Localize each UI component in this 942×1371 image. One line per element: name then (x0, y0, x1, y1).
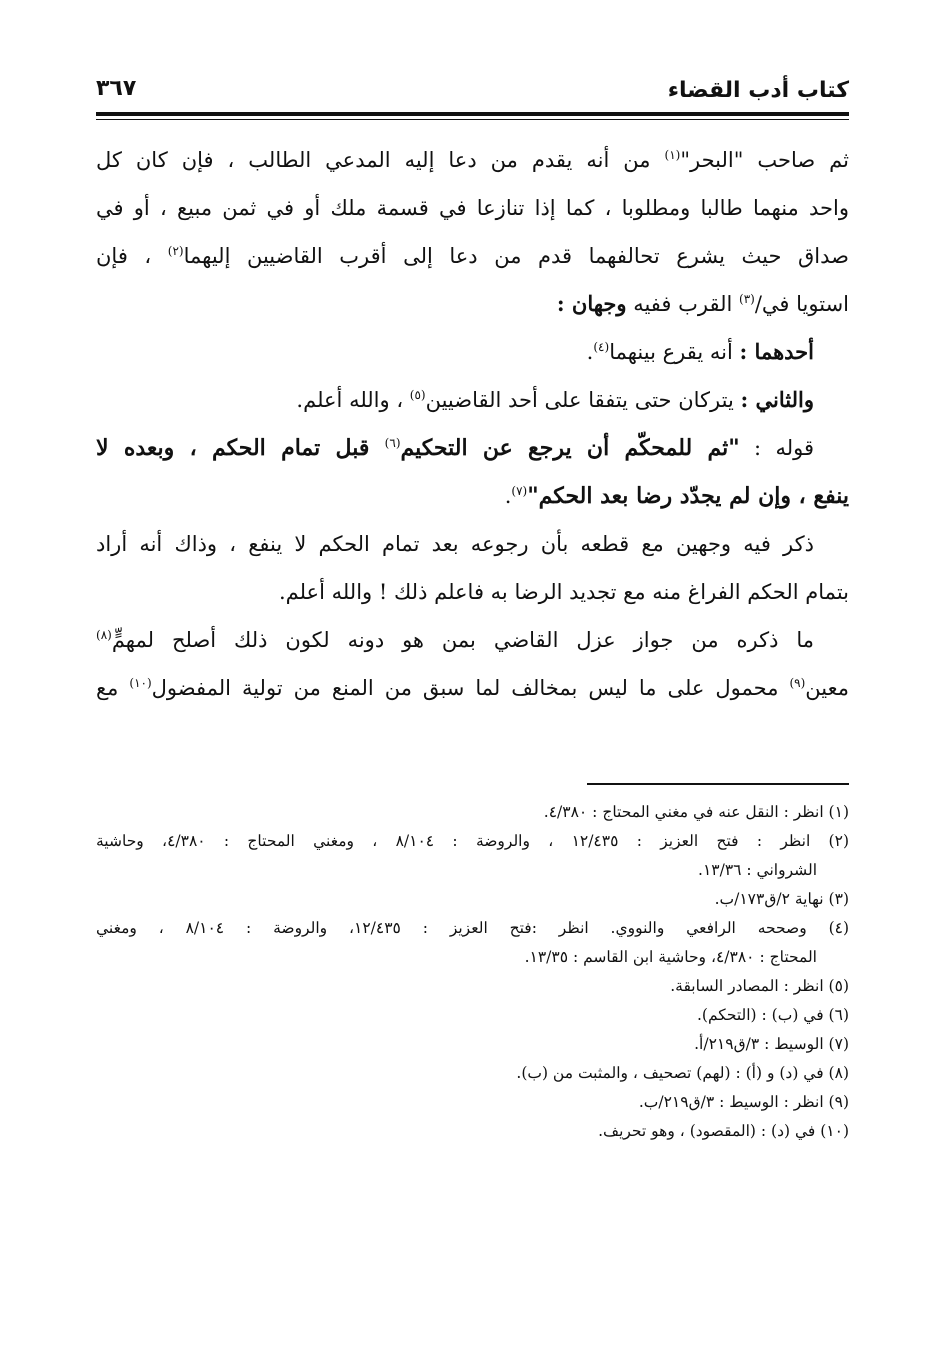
text-line-8: ينفع ، وإن لم يجدّد رضا بعد الحكم"$^{(٧)}$. (504, 483, 849, 509)
footnote-9: (٩) انظر : الوسيط : ٣/ق٢١٩/ب. (638, 1093, 849, 1111)
footnote-3: (٣) نهاية ٢/ق١٧٣/ب. (714, 890, 849, 908)
text-line-3: صداق حيث يشرع تحالفهما قدم من دعا إلى أقرب القاضيين إليهما$^{(٢)}$ ، فإن (96, 244, 849, 268)
text-line-7: قوله : "ثم للمحكّم أن يرجع عن التحكيم$^{(٦)}$ قبل تمام الحكم ، وبعده لا (96, 435, 814, 461)
footnote-ref: (٩) (789, 676, 806, 690)
footnote-ref: (٨) (96, 628, 112, 642)
bold-term: والثاني : (740, 387, 814, 412)
footnote-ref: (٥) (409, 388, 426, 402)
footnote-8: (٨) في (د) و (أ) : (لهم) تصحيف ، والمثبت من (ب). (516, 1064, 849, 1082)
page-number: ٣٦٧ (96, 76, 137, 101)
quoted-matn: قبل تمام الحكم ، وبعده لا (96, 435, 385, 461)
footnote-ref: (٢) (167, 244, 184, 258)
text-line-9: ذكر فيه وجهين مع قطعه بأن رجوعه بعد تمام الحكم لا ينفع ، وذاك أنه أراد (96, 532, 814, 556)
header-rule-thin (96, 119, 849, 120)
footnote-ref: (٣) (739, 292, 755, 306)
footnote-ref: (١٠) (129, 676, 152, 690)
footnote-ref: (٧) (511, 484, 528, 498)
footnote-5: (٥) انظر : المصادر السابقة. (670, 977, 849, 995)
text-line-1: ثم صاحب "البحر"$^{(١)}$ من أنه يقدم من دعا إليه المدعي الطالب ، فإن كان كل (96, 148, 849, 172)
footnote-ref: (٤) (593, 340, 610, 354)
text-line-12: معين$^{(٩)}$ محمول على ما ليس بمخالف لما سبق من المنع من تولية المفضول$^{(١٠)}$ مع (96, 676, 849, 700)
bold-term: أحدهما : (739, 339, 814, 364)
text-line-5: أحدهما : أنه يقرع بينهما$^{(٤)}$. (586, 339, 814, 364)
header-rule-thick (96, 112, 849, 116)
running-header (96, 72, 849, 108)
footnote-6: (٦) في (ب) : (التحكم). (697, 1006, 849, 1024)
text-line-11: ما ذكره من جواز عزل القاضي بمن هو دونه لكون ذلك أصلح لمهمٍّ$^{(٨)}$ (96, 628, 814, 652)
footnote-ref: (١) (664, 148, 681, 162)
book-title: كتاب أدب القضاء (667, 78, 849, 103)
bold-term: وجهان : (556, 291, 627, 316)
footnote-4: (٤) وصححه الرافعي والنووي. انظر :فتح العزيز : ١٢/٤٣٥، والروضة : ٨/١٠٤ ، ومغني المحتاج : ٤/٣٨٠، وحاشية ابن القاسم : ١٣/٣٥. (96, 919, 850, 966)
footnote-10: (١٠) في (د) : (المقصود) ، وهو تحريف. (598, 1122, 849, 1140)
text-line-10: بتمام الحكم الفراغ منه مع تجديد الرضا به فاعلم ذلك ! والله أعلم. (278, 580, 849, 604)
footnote-separator (587, 783, 849, 785)
text-line-4: استويا في/$^{(٣)}$ القرب ففيه وجهان : (556, 291, 849, 316)
text-line-2: واحد منهما طالبا ومطلوبا ، كما إذا تنازعا في قسمة ملك أو في ثمن مبيع ، أو في (96, 196, 849, 220)
text-line-6: والثاني : يتركان حتى يتفقا على أحد القاضيين$^{(٥)}$ ، والله أعلم. (296, 387, 814, 412)
footnote-7: (٧) الوسيط : ٣/ق٢١٩/أ. (694, 1035, 849, 1053)
main-text (96, 136, 849, 712)
footnote-1: (١) انظر : النقل عنه في مغني المحتاج : ٤/٣٨٠. (543, 803, 849, 821)
footnote-ref: (٦) (384, 436, 401, 450)
quoted-matn: "ثم للمحكّم أن يرجع عن التحكيم (400, 435, 740, 461)
footnote-2: (٢) انظر : فتح العزيز : ١٢/٤٣٥ ، والروضة : ٨/١٠٤ ، ومغني المحتاج : ٤/٣٨٠، وحاشية الشرواني : ١٣/٣٦. (96, 832, 849, 879)
footnotes (96, 798, 849, 1146)
quoted-matn: ينفع ، وإن لم يجدّد رضا بعد الحكم" (527, 483, 849, 509)
